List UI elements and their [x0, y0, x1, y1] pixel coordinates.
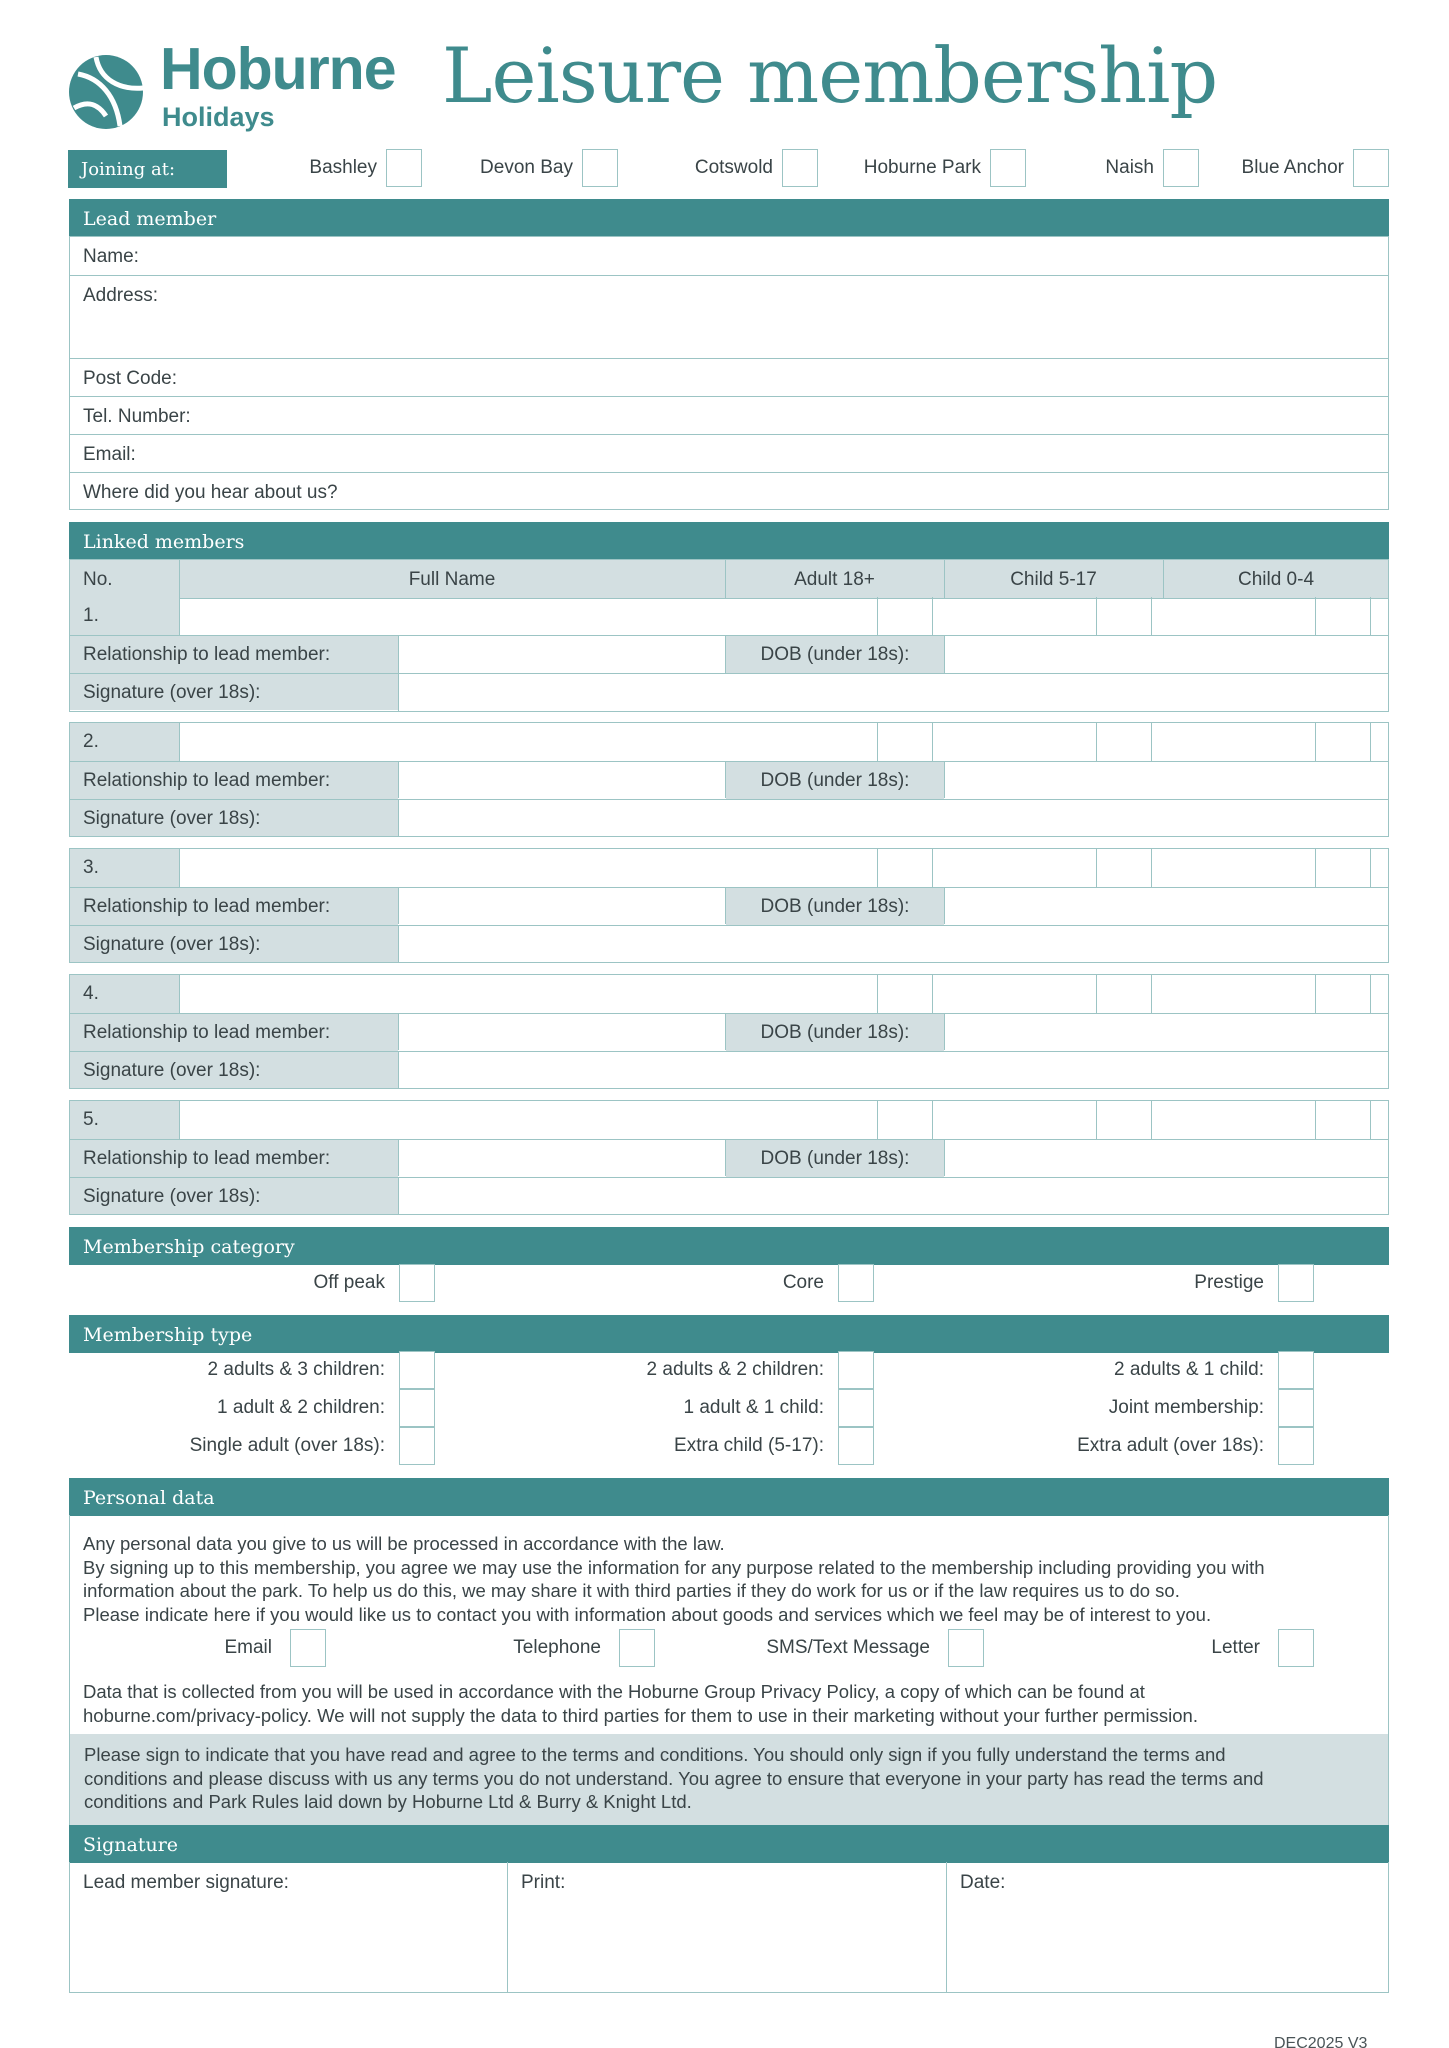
print-label: Print:	[521, 1872, 566, 1893]
join-option-label: Naish	[1105, 157, 1154, 178]
signature-input[interactable]	[399, 674, 1388, 710]
lead-member-signature-label: Lead member signature:	[83, 1872, 289, 1893]
option-label: Extra child (5-17):	[674, 1435, 824, 1456]
col-no-header: No.	[83, 569, 113, 590]
adult-checkbox[interactable]	[878, 975, 932, 1013]
contact-email	[224, 1629, 326, 1667]
linked-members-header-row	[69, 559, 1389, 599]
member-number: 5.	[70, 1101, 179, 1139]
contact-telephone	[513, 1629, 655, 1667]
relationship-input[interactable]	[399, 762, 725, 799]
option-label: 1 adult & 1 child:	[683, 1397, 824, 1418]
date-label: Date:	[960, 1872, 1006, 1893]
signature-table	[69, 1862, 1389, 1993]
personal-line: By signing up to this membership, you agree we may use the information for any purpose related to the membership including providing you with	[83, 1556, 1265, 1578]
contact-sms-checkbox[interactable]	[948, 1629, 984, 1667]
full-name-input[interactable]	[180, 1101, 877, 1139]
dob-input[interactable]	[945, 762, 1388, 799]
brand-name: Hoburne	[160, 36, 396, 102]
cotswold-checkbox[interactable]	[782, 149, 818, 187]
contact-sms	[766, 1629, 984, 1667]
option-label: Single adult (over 18s):	[189, 1435, 385, 1456]
lead-member-table	[69, 236, 1389, 510]
child-0-4-checkbox[interactable]	[1316, 597, 1370, 635]
full-name-input[interactable]	[180, 597, 877, 635]
adult-checkbox[interactable]	[878, 723, 932, 761]
signature-input[interactable]	[399, 926, 1388, 962]
linked-member-1	[69, 597, 1389, 712]
option-label: Letter	[1211, 1637, 1260, 1658]
two-adults-three-children-checkbox[interactable]	[399, 1351, 435, 1389]
referral-field[interactable]	[70, 472, 1388, 509]
category-off-peak	[314, 1264, 435, 1302]
relationship-label: Relationship to lead member:	[70, 762, 398, 799]
relationship-input[interactable]	[399, 636, 725, 673]
col-adult-header: Adult 18+	[794, 569, 875, 590]
date-field[interactable]	[947, 1862, 1388, 1991]
type-extra-adult	[1077, 1427, 1314, 1465]
col-child-0-4-header: Child 0-4	[1237, 569, 1315, 590]
post-code-field[interactable]	[70, 358, 1388, 396]
personal-line: information about the park. To help us do this, we may share it with third parties if they do work for us or if the law requires us to do so.	[83, 1580, 1180, 1601]
option-label: Telephone	[513, 1637, 601, 1658]
relationship-input[interactable]	[399, 1140, 725, 1177]
terms-line: Please sign to indicate that you have read and agree to the terms and conditions. You should only sign if you fully understand the terms and	[84, 1744, 1226, 1765]
extra-adult-checkbox[interactable]	[1278, 1427, 1314, 1465]
option-label: Off peak	[313, 1272, 385, 1293]
member-number: 2.	[70, 723, 179, 761]
single-adult-checkbox[interactable]	[399, 1427, 435, 1465]
extra-child-checkbox[interactable]	[838, 1427, 874, 1465]
child-5-17-checkbox[interactable]	[1097, 1101, 1151, 1139]
dob-input[interactable]	[945, 636, 1388, 673]
join-option-label: Blue Anchor	[1241, 157, 1344, 178]
child-0-4-checkbox[interactable]	[1316, 849, 1370, 887]
option-label: 2 adults & 3 children:	[207, 1359, 385, 1380]
type-2a-1c	[1114, 1351, 1314, 1389]
type-1a-1c	[684, 1389, 874, 1427]
relationship-label: Relationship to lead member:	[70, 888, 398, 925]
child-5-17-checkbox[interactable]	[1097, 849, 1151, 887]
child-5-17-checkbox[interactable]	[1097, 597, 1151, 635]
relationship-label: Relationship to lead member:	[70, 1014, 398, 1051]
brand-subtitle: Holidays	[162, 102, 275, 132]
join-option-hoburne-park	[864, 148, 1026, 188]
category-core	[783, 1264, 874, 1302]
adult-checkbox[interactable]	[878, 597, 932, 635]
email-label: Email:	[83, 444, 136, 465]
terms-agreement-text	[69, 1734, 1389, 1825]
two-adults-one-child-checkbox[interactable]	[1278, 1351, 1314, 1389]
relationship-input[interactable]	[399, 888, 725, 925]
join-option-label: Hoburne Park	[863, 157, 981, 178]
linked-member-3	[69, 848, 1389, 963]
child-5-17-checkbox[interactable]	[1097, 975, 1151, 1013]
naish-checkbox[interactable]	[1163, 149, 1199, 187]
one-adult-two-children-checkbox[interactable]	[399, 1389, 435, 1427]
join-option-blue-anchor	[1242, 148, 1389, 188]
signature-label: Signature (over 18s):	[70, 1052, 398, 1088]
category-prestige	[1194, 1264, 1314, 1302]
bashley-checkbox[interactable]	[386, 149, 422, 187]
col-child-5-17-header: Child 5-17	[1010, 569, 1097, 590]
join-option-label: Devon Bay	[480, 157, 573, 178]
signature-heading: Signature	[69, 1825, 1389, 1863]
off-peak-checkbox[interactable]	[399, 1264, 435, 1302]
personal-data-text	[83, 1532, 1383, 1626]
join-option-naish	[1105, 148, 1199, 188]
one-adult-one-child-checkbox[interactable]	[838, 1389, 874, 1427]
full-name-input[interactable]	[180, 723, 877, 761]
member-number: 3.	[70, 849, 179, 887]
type-2a-2c	[647, 1351, 874, 1389]
option-label: Core	[782, 1272, 824, 1293]
signature-label: Signature (over 18s):	[70, 674, 398, 710]
name-field[interactable]	[70, 237, 1388, 275]
member-number: 1.	[70, 597, 179, 635]
dob-input[interactable]	[945, 1014, 1388, 1051]
option-label: Extra adult (over 18s):	[1077, 1435, 1264, 1456]
contact-email-checkbox[interactable]	[290, 1629, 326, 1667]
option-label: 1 adult & 2 children:	[217, 1397, 385, 1418]
tel-number-field[interactable]	[70, 396, 1388, 434]
full-name-input[interactable]	[180, 975, 877, 1013]
core-checkbox[interactable]	[838, 1264, 874, 1302]
child-0-4-checkbox[interactable]	[1316, 723, 1370, 761]
join-option-bashley	[309, 148, 422, 188]
signature-label: Signature (over 18s):	[70, 800, 398, 836]
adult-checkbox[interactable]	[878, 1101, 932, 1139]
personal-line: Any personal data you give to us will be processed in accordance with the law.	[83, 1533, 725, 1554]
print-name-field[interactable]	[508, 1862, 946, 1991]
document-reference: DEC2025 V3	[1274, 2035, 1368, 2048]
page-title: Leisure membership	[442, 31, 1218, 120]
devon-bay-checkbox[interactable]	[582, 149, 618, 187]
option-label: 2 adults & 1 child:	[1114, 1359, 1264, 1380]
dob-input[interactable]	[945, 888, 1388, 925]
option-label: Prestige	[1194, 1272, 1264, 1293]
personal-data-heading: Personal data	[69, 1478, 1389, 1516]
beach-ball-logo-icon	[66, 52, 146, 132]
join-option-devon-bay	[480, 148, 618, 188]
lead-member-heading: Lead member	[69, 199, 1389, 237]
full-name-input[interactable]	[180, 849, 877, 887]
signature-input[interactable]	[399, 800, 1388, 836]
privacy-line: hoburne.com/privacy-policy. We will not supply the data to third parties for them to use in their marketing without your further permission.	[83, 1704, 1198, 1726]
type-joint	[1109, 1389, 1314, 1427]
option-label: Joint membership:	[1108, 1397, 1264, 1418]
child-0-4-checkbox[interactable]	[1316, 1101, 1370, 1139]
dob-label: DOB (under 18s):	[726, 888, 944, 925]
linked-member-5	[69, 1100, 1389, 1215]
joining-at-label: Joining at:	[68, 150, 227, 188]
option-label: SMS/Text Message	[766, 1637, 930, 1658]
address-label: Address:	[83, 285, 158, 306]
terms-line: conditions and Park Rules laid down by Hoburne Ltd & Burry & Knight Ltd.	[84, 1791, 692, 1812]
child-5-17-checkbox[interactable]	[1097, 723, 1151, 761]
address-field[interactable]	[70, 275, 1388, 358]
type-single-adult	[190, 1427, 435, 1465]
contact-letter	[1211, 1629, 1314, 1667]
relationship-label: Relationship to lead member:	[70, 1140, 398, 1177]
tel-number-label: Tel. Number:	[83, 406, 191, 427]
join-option-cotswold	[695, 148, 818, 188]
hoburne-park-checkbox[interactable]	[990, 149, 1026, 187]
signature-input[interactable]	[399, 1052, 1388, 1088]
dob-label: DOB (under 18s):	[726, 1014, 944, 1051]
linked-member-4	[69, 974, 1389, 1089]
join-option-label: Cotswold	[694, 157, 773, 178]
contact-telephone-checkbox[interactable]	[619, 1629, 655, 1667]
two-adults-two-children-checkbox[interactable]	[838, 1351, 874, 1389]
dob-label: DOB (under 18s):	[726, 1140, 944, 1177]
option-label: 2 adults & 2 children:	[646, 1359, 824, 1380]
child-0-4-checkbox[interactable]	[1316, 975, 1370, 1013]
privacy-policy-text	[83, 1680, 1383, 1727]
linked-members-heading: Linked members	[69, 522, 1389, 560]
type-2a-3c	[208, 1351, 435, 1389]
member-number: 4.	[70, 975, 179, 1013]
name-label: Name:	[83, 246, 139, 267]
col-full-name-header: Full Name	[408, 569, 496, 590]
adult-checkbox[interactable]	[878, 849, 932, 887]
type-extra-child	[674, 1427, 874, 1465]
terms-line: conditions and please discuss with us any terms you do not understand. You agree to ensure that everyone in your party has read the terms and	[84, 1767, 1264, 1789]
email-field[interactable]	[70, 434, 1388, 472]
referral-label: Where did you hear about us?	[83, 482, 338, 503]
dob-label: DOB (under 18s):	[726, 762, 944, 799]
privacy-line: Data that is collected from you will be used in accordance with the Hoburne Group Privacy Policy, a copy of which can be found at	[83, 1681, 1145, 1702]
signature-label: Signature (over 18s):	[70, 1178, 398, 1214]
membership-category-heading: Membership category	[69, 1227, 1389, 1265]
signature-input[interactable]	[399, 1178, 1388, 1214]
joint-membership-checkbox[interactable]	[1278, 1389, 1314, 1427]
blue-anchor-checkbox[interactable]	[1353, 149, 1389, 187]
membership-type-heading: Membership type	[69, 1315, 1389, 1353]
type-1a-2c	[217, 1389, 435, 1427]
join-option-label: Bashley	[309, 157, 377, 178]
contact-letter-checkbox[interactable]	[1278, 1629, 1314, 1667]
signature-label: Signature (over 18s):	[70, 926, 398, 962]
personal-line: Please indicate here if you would like us to contact you with information about goods and services which we feel may be of interest to you.	[83, 1603, 1212, 1625]
prestige-checkbox[interactable]	[1278, 1264, 1314, 1302]
relationship-label: Relationship to lead member:	[70, 636, 398, 673]
linked-member-2	[69, 722, 1389, 837]
option-label: Email	[224, 1637, 272, 1658]
relationship-input[interactable]	[399, 1014, 725, 1051]
lead-member-signature-field[interactable]	[70, 1862, 507, 1991]
dob-input[interactable]	[945, 1140, 1388, 1177]
dob-label: DOB (under 18s):	[726, 636, 944, 673]
post-code-label: Post Code:	[83, 368, 177, 389]
